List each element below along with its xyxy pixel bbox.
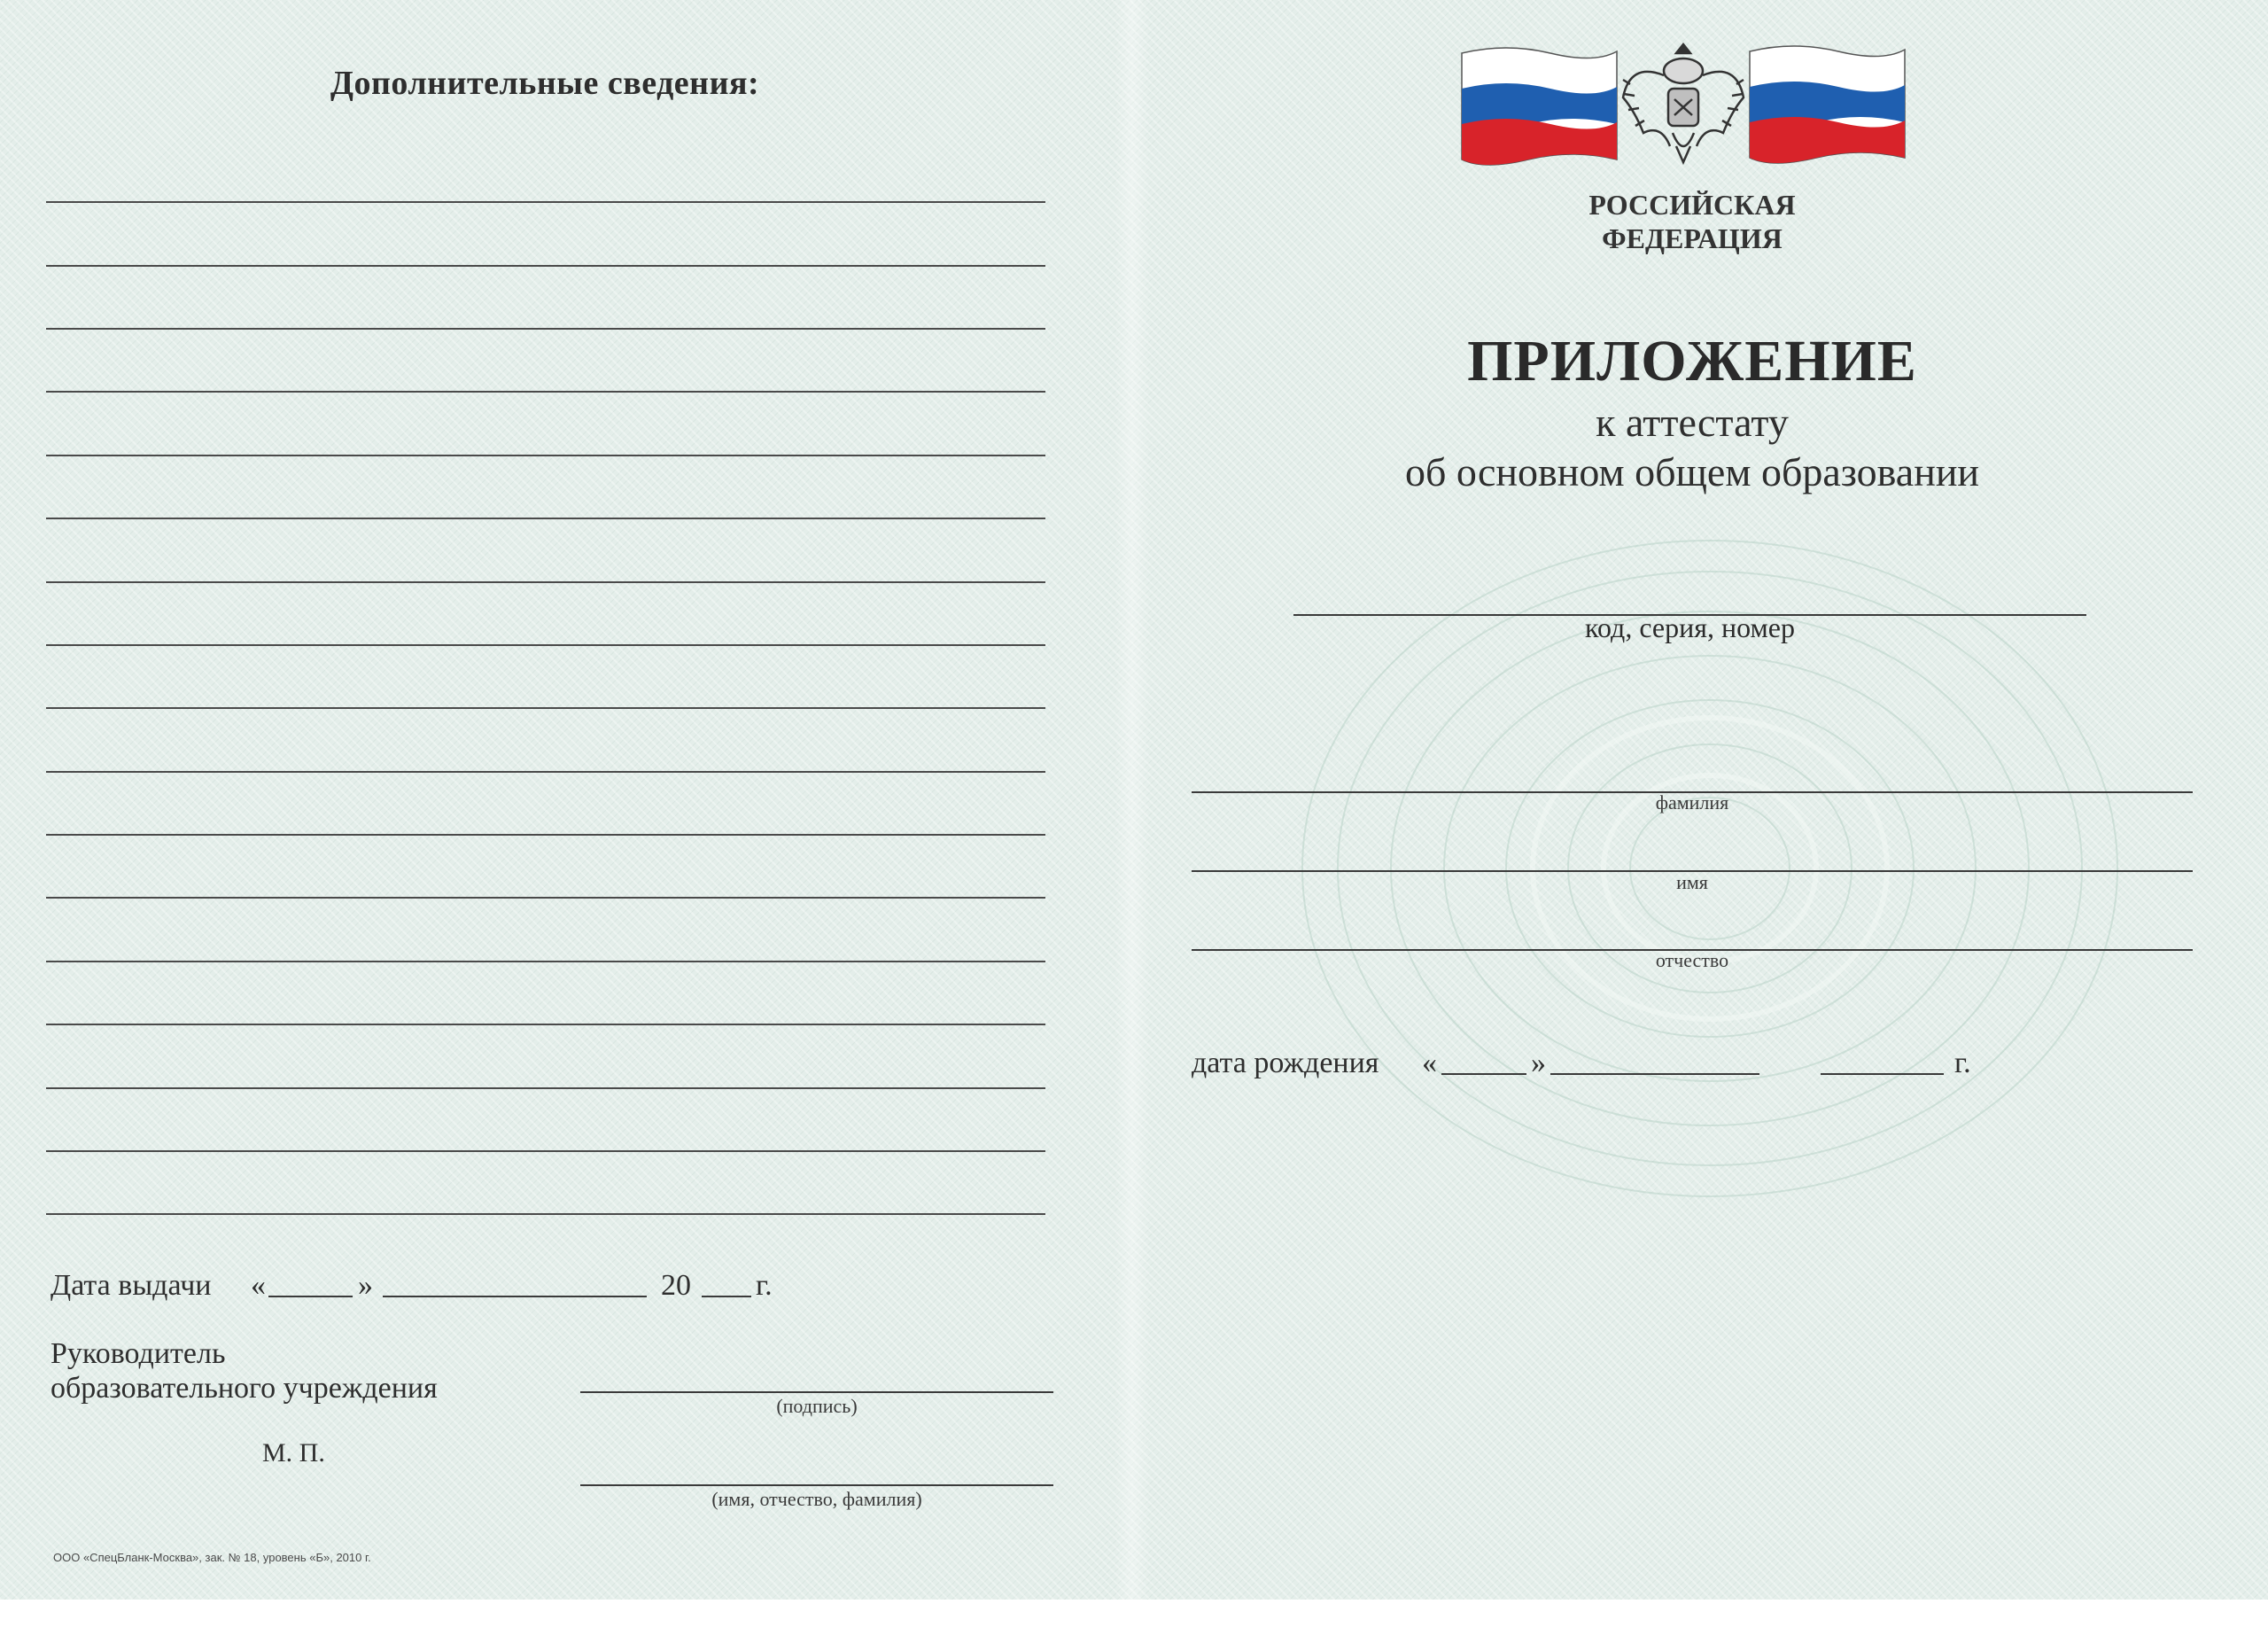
ruled-line[interactable] — [46, 771, 1045, 773]
issue-month-field[interactable] — [383, 1296, 647, 1297]
country-line1: РОССИЙСКАЯ — [1588, 189, 1796, 221]
ruled-line[interactable] — [46, 707, 1045, 709]
issue-date-open-quote: « — [251, 1269, 266, 1302]
russian-flag-icon — [1750, 46, 1905, 163]
subtitle-line1: к аттестату — [1596, 400, 1789, 445]
ruled-line[interactable] — [46, 897, 1045, 899]
document-title: ПРИЛОЖЕНИЕ — [1467, 329, 1917, 393]
issue-century: 20 — [661, 1269, 691, 1302]
birth-month-field[interactable] — [1550, 1073, 1759, 1075]
additional-info-title: Дополнительные сведения: — [330, 65, 760, 102]
ruled-line[interactable] — [46, 834, 1045, 836]
ruled-line[interactable] — [46, 265, 1045, 267]
signature-caption: (подпись) — [776, 1395, 858, 1417]
ruled-line[interactable] — [46, 201, 1045, 203]
ruled-line[interactable] — [46, 391, 1045, 393]
issue-date-label: Дата выдачи — [50, 1269, 212, 1302]
stamp-place-label: М. П. — [262, 1438, 325, 1468]
birth-date-open-quote: « — [1422, 1047, 1437, 1079]
birth-year-suffix: г. — [1954, 1047, 1971, 1079]
head-name-field[interactable] — [580, 1484, 1053, 1486]
birth-date-label: дата рождения — [1192, 1047, 1379, 1079]
ruled-line[interactable] — [46, 1024, 1045, 1025]
russian-flag-icon — [1462, 48, 1617, 165]
subtitle-line2: об основном общем образовании — [1404, 449, 1980, 494]
surname-caption: фамилия — [1655, 791, 1729, 814]
signature-field[interactable] — [580, 1391, 1053, 1393]
country-line2: ФЕДЕРАЦИЯ — [1602, 222, 1783, 254]
ruled-line[interactable] — [46, 644, 1045, 646]
country-name — [1506, 188, 1878, 255]
issue-year-field[interactable] — [702, 1296, 751, 1297]
issue-date-close-quote: » — [358, 1269, 373, 1302]
ruled-line[interactable] — [46, 455, 1045, 456]
printer-note: ООО «СпецБланк-Москва», зак. № 18, уровень «Б», 2010 г. — [53, 1551, 371, 1564]
state-emblem — [1453, 27, 1914, 177]
patronymic-caption: отчество — [1655, 949, 1729, 971]
ruled-line[interactable] — [46, 961, 1045, 962]
issue-day-field[interactable] — [268, 1296, 353, 1297]
birth-date-close-quote: » — [1531, 1047, 1546, 1079]
ruled-line[interactable] — [46, 1213, 1045, 1215]
coat-of-arms-icon — [1623, 44, 1744, 162]
ruled-line[interactable] — [46, 581, 1045, 583]
ruled-line[interactable] — [46, 518, 1045, 519]
page-fold — [1115, 0, 1150, 1600]
head-label-line2: образовательного учреждения — [50, 1372, 438, 1405]
head-name-caption: (имя, отчество, фамилия) — [711, 1488, 922, 1510]
head-label-line1: Руководитель — [50, 1337, 226, 1370]
code-series-number-caption: код, серия, номер — [1585, 611, 1795, 643]
ruled-line[interactable] — [46, 1087, 1045, 1089]
birth-year-field[interactable] — [1821, 1073, 1944, 1075]
ruled-line[interactable] — [46, 328, 1045, 330]
birth-day-field[interactable] — [1441, 1073, 1526, 1075]
first-name-caption: имя — [1676, 871, 1708, 893]
ruled-line[interactable] — [46, 1150, 1045, 1152]
issue-year-suffix: г. — [756, 1269, 773, 1302]
